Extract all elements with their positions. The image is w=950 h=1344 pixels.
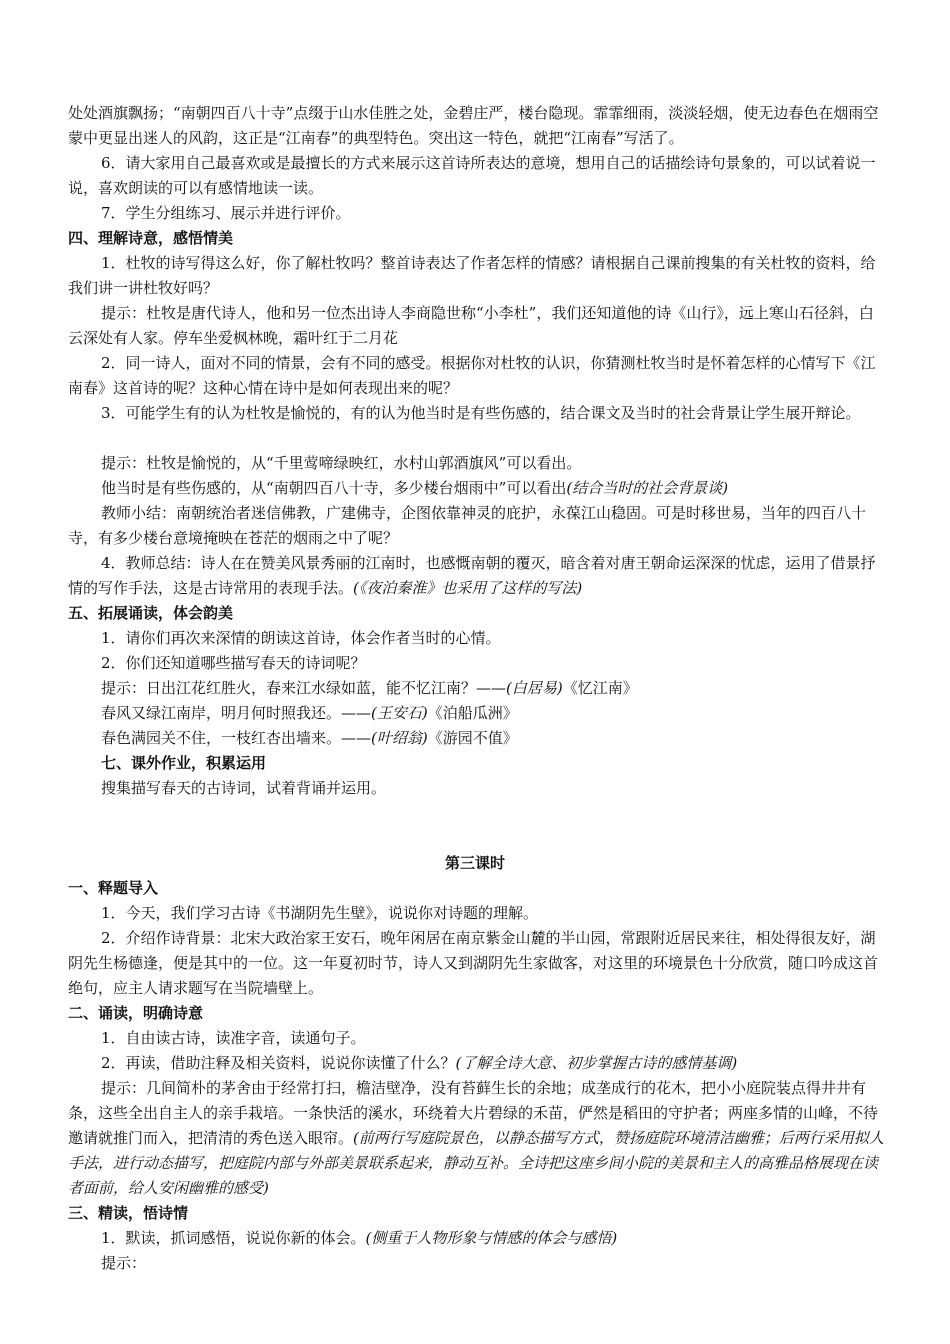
poem-3-title: 《游园不值》 xyxy=(427,729,518,747)
lesson3-s2-item-2-text: 2．再读，借助注释及相关资料，说说你读懂了什么？ xyxy=(101,1054,456,1072)
lesson3-s2-item-2-note: (了解全诗大意、初步掌握古诗的感情基调) xyxy=(455,1054,738,1072)
poem-2-text: 春风又绿江南岸，明月何时照我还。—— xyxy=(101,704,372,722)
lesson-3-title: 第三课时 xyxy=(444,854,505,872)
poem-3-author: (叶绍翁) xyxy=(371,729,428,747)
paragraph-item-7: 7．学生分组练习、展示并进行评价。 xyxy=(101,204,351,222)
lesson3-s2-tip-note: (前两行写庭院景色，以静态描写方式，赞扬庭院环境清洁幽雅；后两行采用拟人手法，进行动态描写，把庭院内部与外部美景联系起来，静动互补。全诗把这座乡间小院的美景和主人的高雅品格展现在读者面前，给人安闲幽雅的感受) xyxy=(68,1129,884,1197)
paragraph-item-6: 6．请大家用自己最喜欢或是最擅长的方式来展示这首诗所表达的意境，想用自己的话描绘诗句景象的，可以试着说一说，喜欢朗读的可以有感情地读一读。 xyxy=(68,154,876,197)
lesson3-s3-item-1-note: (侧重于人物形象与情感的体会与感悟) xyxy=(365,1229,618,1247)
lesson3-s2-tip-text: 提示：几间简朴的茅舍由于经常打扫，檐洁壁净，没有苔藓生长的余地；成垄成行的花木，把小小庭院装点得井井有条，这些全出自主人的亲手栽培。一条快活的溪水，环绕着大片碧绿的禾苗，俨然是稻田的守护者；两座多情的山峰，不待邀请就推门而入，把清清的秀色送入眼帘。 xyxy=(68,1079,879,1147)
lesson3-s1-item-1: 1．今天，我们学习古诗《书湖阴先生壁》，说说你对诗题的理解。 xyxy=(101,904,539,922)
sec5-poem-2 xyxy=(68,701,884,726)
lesson3-heading-2: 二、诵读，明确诗意 xyxy=(68,1004,204,1022)
sec7-item-1: 搜集描写春天的古诗词，试着背诵并运用。 xyxy=(101,779,387,797)
sec5-poem-3 xyxy=(68,726,884,751)
poem-2-title: 《泊船瓜洲》 xyxy=(427,704,518,722)
lesson3-s1-item-2: 2．介绍作诗背景：北宋大政治家王安石，晚年闲居在南京紫金山麓的半山园，常跟附近居民来往，相处得很友好，湖阴先生杨德逢，便是其中的一位。这一年夏初时节，诗人又到湖阴先生家做客，对这里的环境景色十分欣赏，随口吟成这首绝句，应主人请求题写在当院墙壁上。 xyxy=(68,929,879,997)
sec4-item-4-note: (《夜泊秦淮》也采用了这样的写法) xyxy=(353,579,583,597)
sec4-item-4-text: 4．教师总结：诗人在在赞美风景秀丽的江南时，也感慨南朝的覆灭，暗含着对唐王朝命运深深的忧虑，运用了借景抒情的写作手法，这是古诗常用的表现手法。 xyxy=(68,554,876,597)
lesson3-s2-item-1: 1．自由读古诗，读准字音，读通句子。 xyxy=(101,1029,366,1047)
poem-1-title: 《忆江南》 xyxy=(562,679,638,697)
paragraph-intro-continuation: 处处酒旗飘扬；“南朝四百八十寺”点缀于山水佳胜之处，金碧庄严，楼台隐现。霏霏细雨，淡淡轻烟，使无边春色在烟雨空蒙中更显出迷人的风韵，这正是“江南春”的典型特色。突出这一特色，就把“江南春”写活了。 xyxy=(68,104,879,147)
sec4-tip-3b-note: (结合当时的社会背景谈) xyxy=(566,479,729,497)
lesson3-heading-1: 一、释题导入 xyxy=(68,879,159,897)
sec4-item-2: 2．同一诗人，面对不同的情景，会有不同的感受。根据你对杜牧的认识，你猜测杜牧当时是怀着怎样的心情写下《江南春》这首诗的呢？这种心情在诗中是如何表现出来的呢？ xyxy=(68,354,876,397)
sec4-tip-3a: 提示：杜牧是愉悦的，从“千里莺啼绿映红，水村山郭酒旗风”可以看出。 xyxy=(101,454,582,472)
section-heading-4: 四、理解诗意，感悟情美 xyxy=(68,229,234,247)
poem-1-author: (白居易) xyxy=(506,679,563,697)
section-heading-7: 七、课外作业，积累运用 xyxy=(101,754,267,772)
sec5-item-2: 2．你们还知道哪些描写春天的诗词呢？ xyxy=(101,654,366,672)
section-heading-5: 五、拓展诵读，体会韵美 xyxy=(68,604,234,622)
lesson3-s2-tip xyxy=(68,1076,884,1201)
lesson3-s3-item-1 xyxy=(68,1226,884,1251)
sec4-tip-3b xyxy=(68,476,884,501)
lesson3-s3-item-1-text: 1．默读，抓词感悟，说说你新的体会。 xyxy=(101,1229,366,1247)
poem-1-text: 提示：日出江花红胜火，春来江水绿如蓝，能不忆江南？—— xyxy=(101,679,507,697)
lesson3-s2-item-2 xyxy=(68,1051,884,1076)
sec5-poem-1 xyxy=(68,676,884,701)
sec4-item-1: 1．杜牧的诗写得这么好，你了解杜牧吗？整首诗表达了作者怎样的情感？请根据自己课前搜集的有关杜牧的资料，给我们讲一讲杜牧好吗？ xyxy=(68,254,876,297)
lesson3-heading-3: 三、精读，悟诗情 xyxy=(68,1204,189,1222)
poem-3-text: 春色满园关不住，一枝红杏出墙来。—— xyxy=(101,729,372,747)
sec4-tip-3b-text: 他当时是有些伤感的，从“南朝四百八十寺，多少楼台烟雨中”可以看出 xyxy=(101,479,567,497)
lesson3-s3-tip: 提示： xyxy=(101,1254,147,1272)
sec4-item-3: 3．可能学生有的认为杜牧是愉悦的，有的认为他当时是有些伤感的，结合课文及当时的社会背景让学生展开辩论。 xyxy=(101,404,861,422)
sec4-tip-1: 提示：杜牧是唐代诗人，他和另一位杰出诗人李商隐世称“小李杜”，我们还知道他的诗《山行》，远上寒山石径斜，白云深处有人家。停车坐爱枫林晚，霜叶红于二月花 xyxy=(68,304,874,347)
sec4-teacher-summary: 教师小结：南朝统治者迷信佛教，广建佛寺，企图依靠神灵的庇护，永葆江山稳固。可是时移世易，当年的四百八十寺，有多少楼台意境掩映在苍茫的烟雨之中了呢？ xyxy=(68,504,867,547)
sec4-item-4 xyxy=(68,551,884,601)
sec5-item-1: 1．请你们再次来深情的朗读这首诗，体会作者当时的心情。 xyxy=(101,629,501,647)
poem-2-author: (王安石) xyxy=(371,704,428,722)
